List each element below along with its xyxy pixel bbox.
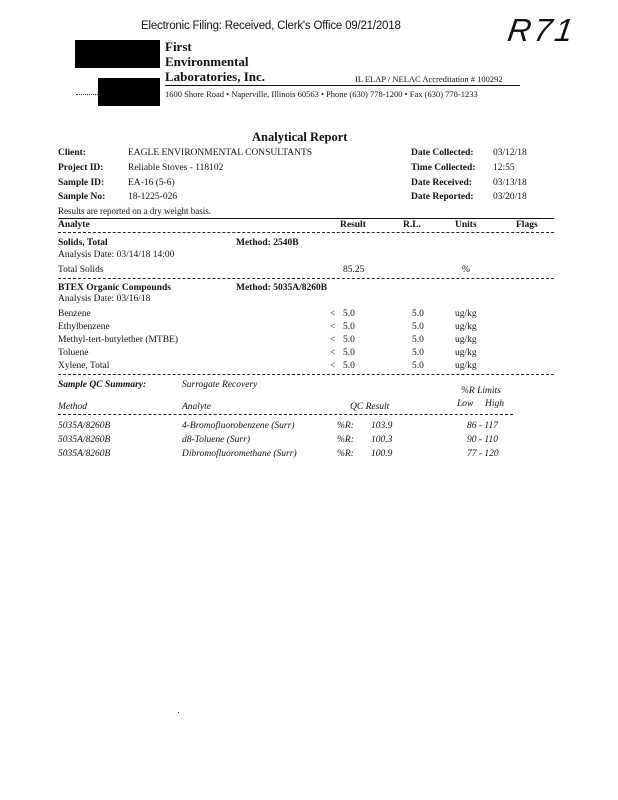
btex-row-rl: 5.0 — [412, 361, 424, 371]
qc-row-limits: 86 - 117 — [467, 421, 498, 431]
qc-row-value: 100.3 — [371, 435, 393, 445]
solids-method: Method: 2540B — [236, 238, 299, 248]
btex-row-analyte: Ethylbenzene — [58, 322, 110, 332]
total-solids-result: 85.25 — [343, 265, 365, 275]
sample-no-label: Sample No: — [58, 192, 106, 202]
handwritten-page-number: R71 — [505, 12, 579, 48]
project-id-value: Reliable Stoves - 118102 — [128, 163, 224, 173]
lab-name-line2: Environmental — [165, 54, 249, 69]
qc-row-limits: 90 - 110 — [467, 435, 498, 445]
qc-row-method: 5035A/8260B — [58, 449, 111, 459]
qc-row-pr: %R: — [337, 449, 354, 459]
btex-row-rl: 5.0 — [412, 322, 424, 332]
btex-row-units: ug/kg — [455, 361, 477, 371]
btex-row-rl: 5.0 — [412, 348, 424, 358]
filing-stamp: Electronic Filing: Received, Clerk's Office 09/21/2018 — [141, 20, 401, 32]
lab-name-line3: Laboratories, Inc. — [165, 69, 266, 84]
btex-row-units: ug/kg — [455, 309, 477, 319]
col-rl: R.L. — [403, 220, 421, 230]
date-reported-value: 03/20/18 — [493, 192, 527, 202]
header-rule-top — [58, 218, 554, 219]
btex-row-result: 5.0 — [343, 309, 355, 319]
date-received-label: Date Received: — [411, 178, 472, 188]
qc-row-value: 103.9 — [371, 421, 393, 431]
time-collected-label: Time Collected: — [411, 163, 476, 173]
redaction-block-bottom — [98, 78, 160, 106]
col-result: Result — [340, 220, 366, 230]
qc-row-pr: %R: — [337, 421, 354, 431]
project-id-label: Project ID: — [58, 163, 104, 173]
lab-name-line1: First — [165, 39, 192, 54]
col-analyte: Analyte — [58, 220, 90, 230]
qc-method-label: Method — [58, 402, 88, 412]
qc-row-value: 100.9 — [371, 449, 393, 459]
qc-high-label: High — [485, 399, 504, 409]
btex-row-result: 5.0 — [343, 335, 355, 345]
qc-row-limits: 77 - 120 — [467, 449, 499, 459]
scan-speck — [178, 712, 179, 713]
btex-row-result: 5.0 — [343, 361, 355, 371]
redaction-block-top — [75, 40, 160, 68]
btex-row-rl: 5.0 — [412, 309, 424, 319]
btex-row-analyte: Benzene — [58, 309, 91, 319]
btex-row-analyte: Methyl-tert-butylether (MTBE) — [58, 335, 179, 345]
btex-row-units: ug/kg — [455, 322, 477, 332]
sample-id-value: EA-16 (5-6) — [128, 178, 175, 188]
sample-id-label: Sample ID: — [58, 178, 105, 188]
btex-row-lt: < — [330, 309, 336, 319]
btex-row-rl: 5.0 — [412, 335, 424, 345]
lab-address: 1600 Shore Road • Naperville, Illinois 60563 • Phone (630) 778-1200 • Fax (630) 778-1233 — [165, 89, 478, 99]
qc-row-method: 5035A/8260B — [58, 421, 111, 431]
qc-low-label: Low — [457, 399, 474, 409]
btex-row-lt: < — [330, 361, 336, 371]
col-units: Units — [455, 220, 477, 230]
btex-method: Method: 5035A/8260B — [236, 283, 328, 293]
qc-surrogate-label: Surrogate Recovery — [182, 380, 258, 390]
time-collected-value: 12:55 — [493, 163, 515, 173]
letterhead-underline — [165, 85, 520, 86]
btex-row-analyte: Xylene, Total — [58, 361, 110, 371]
basis-note: Results are reported on a dry weight basis. — [58, 206, 211, 216]
report-title: Analytical Report — [252, 130, 348, 144]
sample-no-value: 18-1225-026 — [128, 192, 178, 202]
date-collected-value: 03/12/18 — [493, 148, 527, 158]
scan-mark — [76, 94, 98, 95]
date-collected-label: Date Collected: — [411, 148, 474, 158]
btex-row-lt: < — [330, 335, 336, 345]
qc-row-analyte: d8-Toluene (Surr) — [182, 435, 250, 445]
date-reported-label: Date Reported: — [411, 192, 474, 202]
qc-row-method: 5035A/8260B — [58, 435, 111, 445]
solids-rule — [58, 278, 554, 279]
solids-analysis-date: Analysis Date: 03/14/18 14:00 — [58, 250, 175, 260]
btex-row-lt: < — [330, 348, 336, 358]
btex-row-result: 5.0 — [343, 348, 355, 358]
btex-row-units: ug/kg — [455, 348, 477, 358]
client-value: EAGLE ENVIRONMENTAL CONSULTANTS — [128, 148, 313, 158]
qc-limits-label: %R Limits — [461, 386, 501, 396]
btex-rule — [58, 374, 554, 375]
btex-row-result: 5.0 — [343, 322, 355, 332]
qc-result-label: QC Result — [350, 402, 390, 412]
qc-analyte-label: Analyte — [182, 402, 212, 412]
client-label: Client: — [58, 148, 86, 158]
btex-header: BTEX Organic Compounds — [58, 283, 171, 293]
btex-row-units: ug/kg — [455, 335, 477, 345]
btex-row-analyte: Toluene — [58, 348, 89, 358]
date-received-value: 03/13/18 — [493, 178, 527, 188]
qc-summary-label: Sample QC Summary: — [58, 380, 147, 390]
qc-row-pr: %R: — [337, 435, 354, 445]
header-rule-bottom — [58, 232, 554, 233]
col-flags: Flags — [516, 220, 538, 230]
btex-analysis-date: Analysis Date: 03/16/18 — [58, 294, 151, 304]
btex-row-lt: < — [330, 322, 336, 332]
qc-row-analyte: 4-Bromofluorobenzene (Surr) — [182, 421, 295, 431]
qc-header-rule — [58, 414, 513, 415]
accreditation: IL ELAP / NELAC Accreditation # 100292 — [355, 74, 503, 84]
qc-row-analyte: Dibromofluoromethane (Surr) — [182, 449, 297, 459]
solids-header: Solids, Total — [58, 238, 108, 248]
total-solids-units: % — [462, 265, 470, 275]
total-solids-analyte: Total Solids — [58, 265, 104, 275]
